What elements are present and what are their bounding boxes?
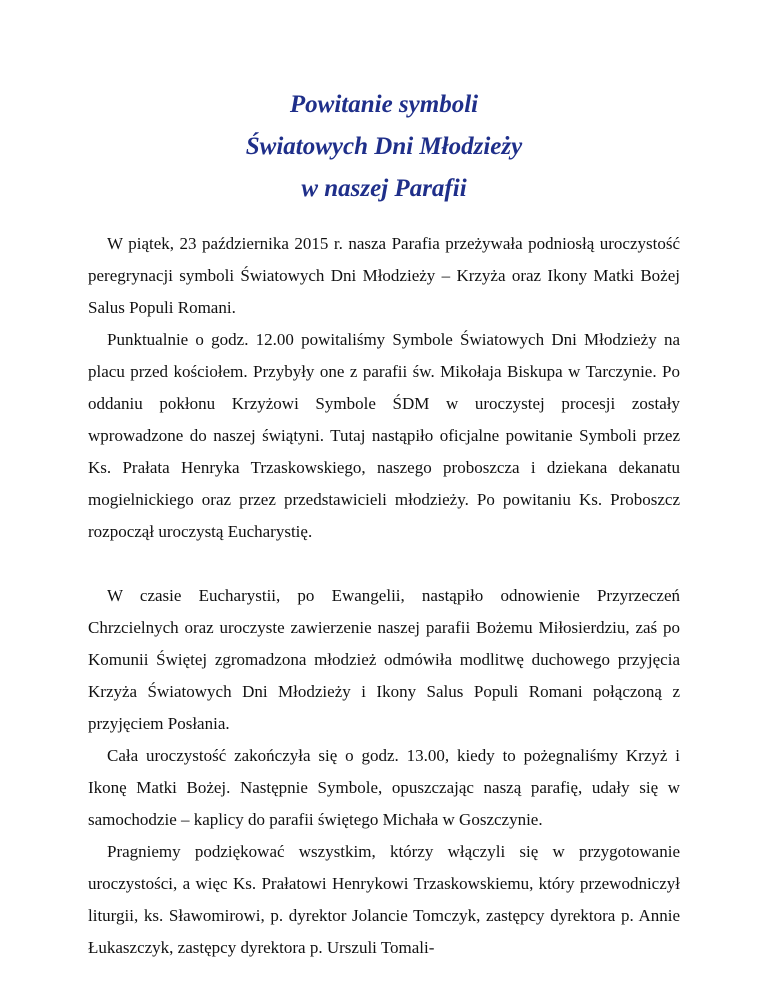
title-line-2: Światowych Dni Młodzieży (245, 133, 523, 160)
paragraph-eucharist: W czasie Eucharystii, po Ewangelii, nastąpiło odnowienie Przyrzeczeń Chrzcielnych oraz uroczyste zawierzenie naszej parafii Bożemu Miłosierdziu, zaś po Komunii Świętej zgromadzona młodzież odmówiła modlitwę duchowego przyjęcia Krzyża Światowych Dni Młodzieży i Ikony Salus Populi Romani połączoną z przyjęciem Posłania. (88, 586, 680, 733)
title-line-1: Powitanie symboli (289, 91, 479, 118)
paragraph-intro: W piątek, 23 października 2015 r. nasza Parafia przeżywała podniosłą uroczystość peregrynacji symboli Światowych Dni Młodzieży – Krzyża oraz Ikony Matki Bożej Salus Populi Romani. (88, 234, 680, 317)
paragraph-welcome: Punktualnie o godz. 12.00 powitaliśmy Symbole Światowych Dni Młodzieży na placu przed kościołem. Przybyły one z parafii św. Mikołaja Biskupa w Tarczynie. Po oddaniu pokłonu Krzyżowi Symbole ŚDM w uroczystej procesji zostały wprowadzone do naszej świątyni. Tutaj nastąpiło oficjalne powitanie Symboli przez Ks. Prałata Henryka Trzaskowskiego, naszego proboszcza i dziekana dekanatu mogielnickiego oraz przez przedstawicieli młodzieży. Po powitaniu Ks. Proboszcz rozpoczął uroczystą Eucharystię. (88, 330, 680, 541)
paragraph-thanks: Pragniemy podziękować wszystkim, którzy włączyli się w przygotowanie uroczystości, a więc Ks. Prałatowi Henrykowi Trzaskowskiemu, który przewodniczył liturgii, ks. Sławomirowi, p. dyrektor Jolancie Tomczyk, zastępcy dyrektora p. Annie Łukaszczyk, zastępcy dyrektora p. Urszuli Tomali- (88, 842, 680, 957)
document-title (0, 84, 768, 210)
paragraph-farewell: Cała uroczystość zakończyła się o godz. 13.00, kiedy to pożegnaliśmy Krzyż i Ikonę Matki Bożej. Następnie Symbole, opuszczając naszą parafię, udały się w samochodzie – kaplicy do parafii świętego Michała w Goszczynie. (88, 746, 680, 829)
title-line-3: w naszej Parafii (301, 175, 467, 202)
article-body (88, 228, 680, 964)
